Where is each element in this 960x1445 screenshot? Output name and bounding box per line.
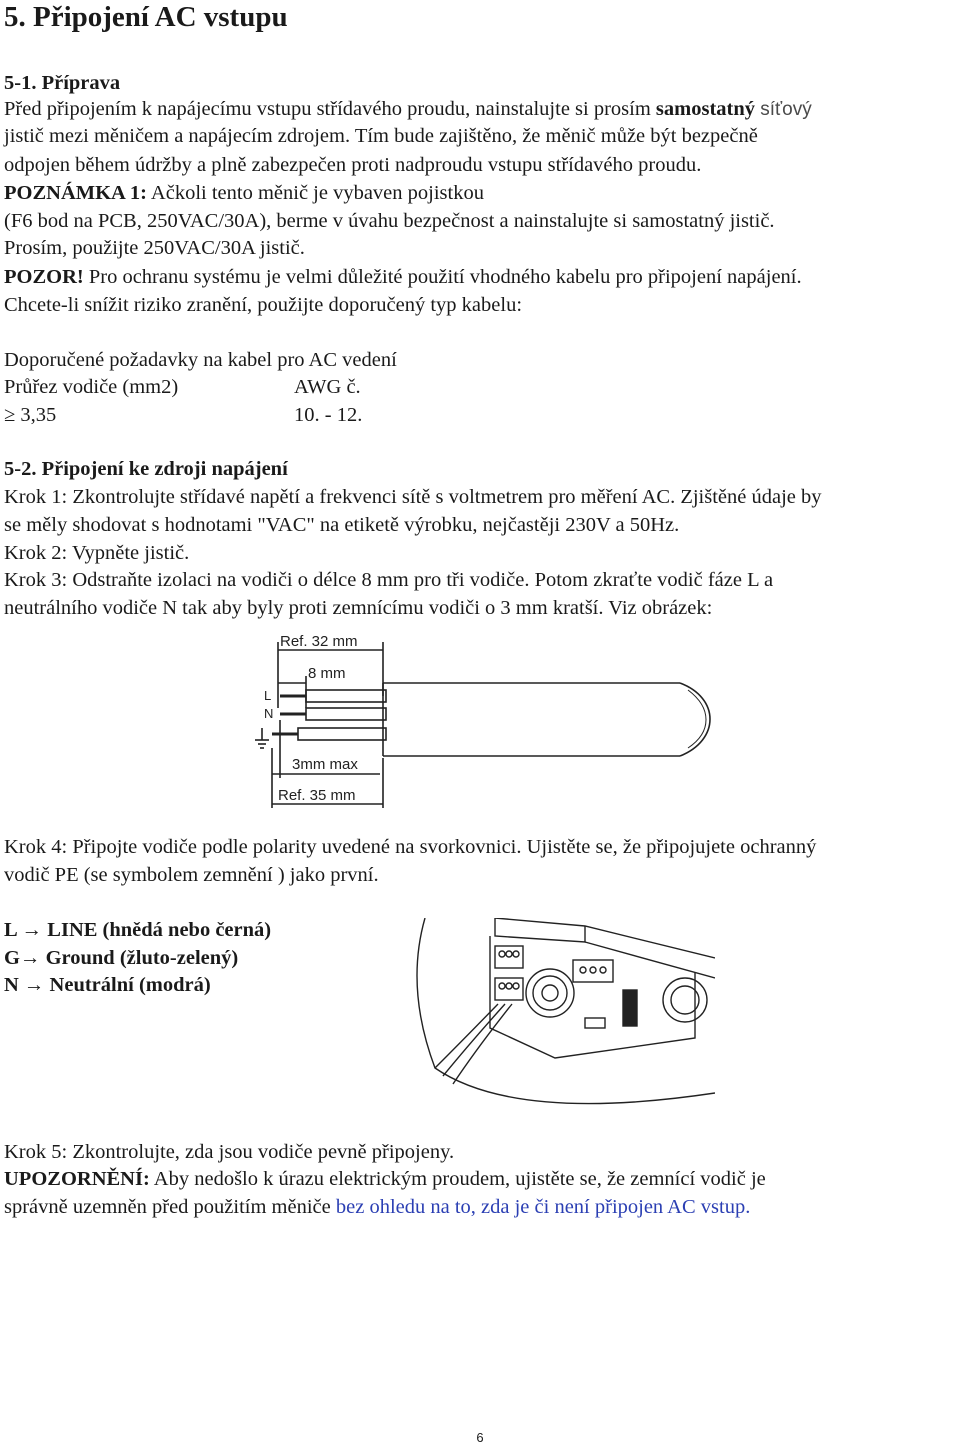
step-line: Krok 4: Připojte vodiče podle polarity uvedené na svorkovnici. Ujistěte se, že připojujete ochranný [4, 836, 817, 858]
caution-line [4, 1166, 766, 1192]
note-line [4, 180, 484, 206]
warning-label: POZOR! [4, 266, 84, 288]
legend-line: G→ Ground (žluto-zelený) [4, 947, 239, 969]
text-run: Aby nedošlo k úrazu elektrickým proudem, ujistěte se, že zemnící vodič je [149, 1168, 766, 1190]
section-5-2-title: 5-2. Připojení ke zdroji napájení [4, 458, 288, 480]
value-cross-section: ≥ 3,35 [4, 404, 57, 426]
text-run: správně uzemněn před použitím měniče [4, 1196, 336, 1218]
legend-line: N → Neutrální (modrá) [4, 974, 211, 996]
text-run: Před připojením k napájecímu vstupu střídavého proudu, nainstalujte si prosím [4, 98, 656, 120]
inverter-terminal-illustration [395, 918, 715, 1130]
note-line: Prosím, použijte 250VAC/30A jistič. [4, 237, 305, 259]
column-awg: AWG č. [294, 376, 361, 398]
dim-ref-32: Ref. 32 mm [280, 633, 358, 650]
highlighted-text: bez ohledu na to, zda je či není připojen AC vstup. [335, 1196, 751, 1218]
warning-line: Chcete-li snížit riziko zranění, použijte doporučený typ kabelu: [4, 294, 523, 316]
caution-label: UPOZORNĚNÍ: [4, 1168, 150, 1190]
dim-3mm-max: 3mm max [292, 756, 358, 773]
step-line: Krok 3: Odstraňte izolaci na vodiči o délce 8 mm pro tři vodiče. Potom zkraťte vodič fáze L a [4, 569, 774, 591]
page-number: 6 [476, 1430, 484, 1445]
warning-line [4, 264, 802, 290]
paragraph-line: jistič mezi měničem a napájecím zdrojem. Tím bude zajištěno, že měnič může být bezpečně [4, 125, 758, 147]
caution-line [4, 1194, 750, 1220]
step-line: vodič PE (se symbolem zemnění ) jako první. [4, 864, 379, 886]
value-awg: 10. - 12. [294, 404, 363, 426]
paragraph-line: odpojen během údržby a plně zabezpečen proti nadproudu vstupu střídavého proudu. [4, 154, 702, 176]
label-L: L [264, 688, 272, 703]
page-title: 5. Připojení AC vstupu [4, 1, 288, 33]
emphasis-text: samostatný [655, 98, 755, 120]
note-label: POZNÁMKA 1: [4, 182, 147, 204]
step-line: Krok 2: Vypněte jistič. [4, 542, 190, 564]
step-line: Krok 1: Zkontrolujte střídavé napětí a frekvenci sítě s voltmetrem pro měření AC. Zjištěné údaje by [4, 486, 822, 508]
section-5-1-title: 5-1. Příprava [4, 72, 121, 94]
label-N: N [264, 706, 274, 721]
step-line: Krok 5: Zkontrolujte, zda jsou vodiče pevně připojeny. [4, 1141, 455, 1163]
dim-ref-35: Ref. 35 mm [278, 787, 356, 804]
note-line: (F6 bod na PCB, 250VAC/30A), berme v úvahu bezpečnost a nainstalujte si samostatný jistič. [4, 210, 775, 232]
requirements-title: Doporučené požadavky na kabel pro AC vedení [4, 349, 397, 371]
paragraph-line [4, 96, 812, 123]
text-run: Pro ochranu systému je velmi důležité použití vhodného kabelu pro připojení napájení. [83, 266, 802, 288]
cable-stripping-figure [250, 628, 730, 810]
step-line: se měly shodovat s hodnotami "VAC" na etiketě výrobku, nejčastěji 230V a 50Hz. [4, 514, 680, 536]
legend-line: L → LINE (hnědá nebo černá) [4, 919, 272, 941]
requirements-row [4, 402, 504, 428]
text-run: Ačkoli tento měnič je vybaven pojistkou [146, 182, 484, 204]
step-line: neutrálního vodiče N tak aby byly proti zemnícímu vodiči o 3 mm kratší. Viz obrázek: [4, 597, 713, 619]
text-run: síťový [755, 99, 812, 120]
column-cross-section: Průřez vodiče (mm2) [4, 376, 179, 398]
dim-8mm: 8 mm [308, 665, 346, 682]
requirements-header [4, 374, 504, 400]
